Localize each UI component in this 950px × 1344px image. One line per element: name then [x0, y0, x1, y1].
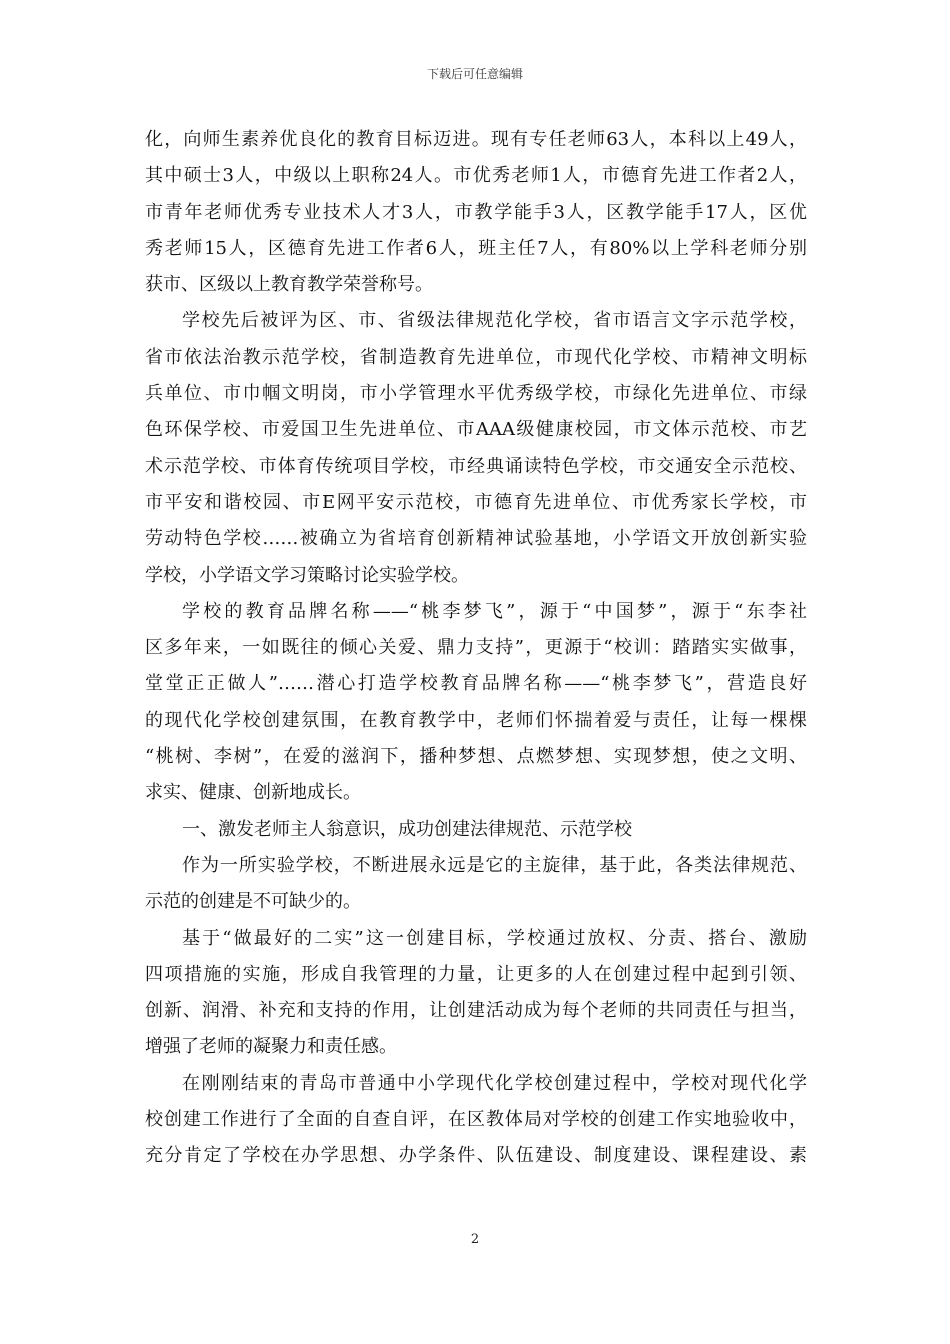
body-line: 市平安和谐校园、市E网平安示范校，市德育先进单位、市优秀家长学校，市 — [145, 491, 807, 513]
download-editable-note: 下载后可任意编辑 — [426, 67, 523, 81]
body-line: 增强了老师的凝聚力和责任感。 — [145, 1036, 397, 1058]
body-line: 的现代化学校创建氛围，在教育教学中，老师们怀揣着爱与责任，让每一棵棵 — [145, 709, 807, 731]
body-line: 兵单位、市巾帼文明岗，市小学管理水平优秀级学校，市绿化先进单位、市绿 — [145, 383, 807, 405]
body-line: 四项措施的实施，形成自我管理的力量，让更多的人在创建过程中起到引领、 — [145, 963, 807, 985]
body-line: 充分肯定了学校在办学思想、办学条件、队伍建设、制度建设、课程建设、素 — [145, 1145, 807, 1167]
document-body — [145, 122, 807, 1175]
section-heading: 一、激发老师主人翁意识，成功创建法律规范、示范学校 — [182, 818, 632, 840]
body-line: 秀老师15人，区德育先进工作者6人，班主任7人，有80%以上学科老师分别 — [145, 237, 807, 259]
body-line: 校创建工作进行了全面的自查自评，在区教体局对学校的创建工作实地验收中， — [145, 1109, 807, 1131]
body-line: 创新、润滑、补充和支持的作用，让创建活动成为每个老师的共同责任与担当， — [145, 1000, 807, 1022]
body-line: 省市依法治教示范学校，省制造教育先进单位，市现代化学校、市精神文明标 — [145, 346, 807, 368]
body-line: 术示范学校、市体育传统项目学校，市经典诵读特色学校，市交通安全示范校、 — [145, 455, 807, 477]
body-line: 基于“做最好的二实”这一创建目标，学校通过放权、分责、搭台、激励 — [182, 927, 807, 949]
body-line: 学校，小学语文学习策略讨论实验学校。 — [145, 564, 469, 586]
body-line: 作为一所实验学校，不断进展永远是它的主旋律，基于此，各类法律规范、 — [182, 854, 807, 876]
body-line: 市青年老师优秀专业技术人才3人，市教学能手3人，区教学能手17人，区优 — [145, 201, 807, 223]
body-line: 学校先后被评为区、市、省级法律规范化学校，省市语言文字示范学校， — [182, 310, 807, 332]
body-line: 劳动特色学校……被确立为省培育创新精神试验基地，小学语文开放创新实验 — [145, 528, 807, 550]
body-line: 在刚刚结束的青岛市普通中小学现代化学校创建过程中，学校对现代化学 — [182, 1072, 807, 1094]
body-line: 区多年来，一如既往的倾心关爱、鼎力支持”，更源于“校训：踏踏实实做事， — [145, 637, 807, 659]
body-line: 堂堂正正做人”……潜心打造学校教育品牌名称——“桃李梦飞”，营造良好 — [145, 673, 807, 695]
body-line: 学校的教育品牌名称——“桃李梦飞”，源于“中国梦”，源于“东李社 — [182, 600, 807, 622]
body-line: “桃树、李树”，在爱的滋润下，播种梦想、点燃梦想、实现梦想，使之文明、 — [145, 746, 807, 768]
body-line: 色环保学校、市爱国卫生先进单位、市AAA级健康校园，市文体示范校、市艺 — [145, 419, 807, 441]
body-line: 求实、健康、创新地成长。 — [145, 782, 361, 804]
body-line: 获市、区级以上教育教学荣誉称号。 — [145, 274, 433, 296]
page-number: 2 — [470, 1232, 480, 1247]
body-line: 化，向师生素养优良化的教育目标迈进。现有专任老师63人，本科以上49人， — [145, 129, 807, 150]
body-line: 示范的创建是不可缺少的。 — [145, 891, 361, 913]
body-line: 其中硕士3人，中级以上职称24人。市优秀老师1人，市德育先进工作者2人， — [145, 165, 807, 187]
